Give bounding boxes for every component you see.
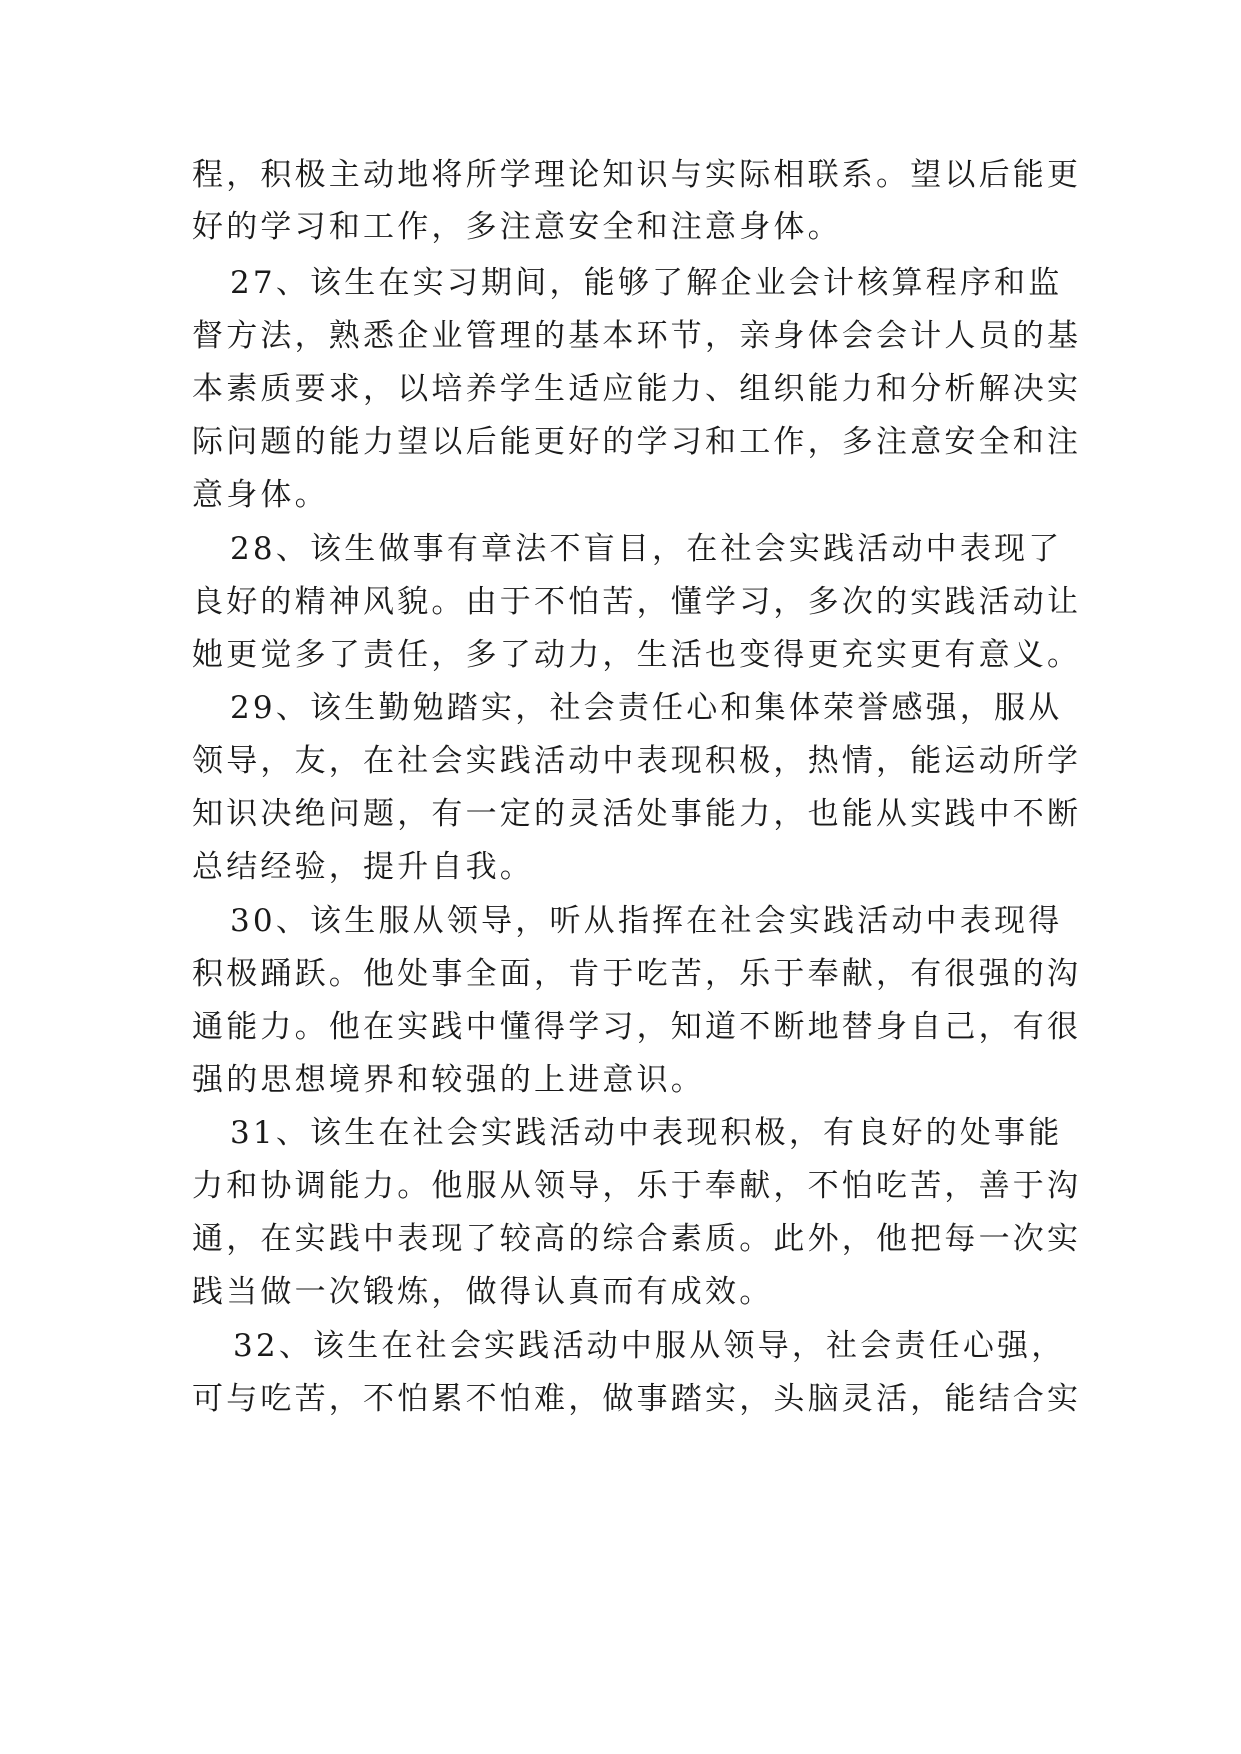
paragraph-30-start: 30、该生服从领导，听从指挥在社会实践活动中表现得 [230, 903, 1063, 939]
text-line: 良好的精神风貌。由于不怕苦，懂学习，多次的实践活动让 [192, 584, 1082, 620]
text-line: 督方法，熟悉企业管理的基本环节，亲身体会会计人员的基 [192, 318, 1082, 354]
paragraph-27-start: 27、该生在实习期间，能够了解企业会计核算程序和监 [230, 265, 1063, 301]
text-line: 际问题的能力望以后能更好的学习和工作，多注意安全和注 [192, 424, 1082, 460]
paragraph-29-start: 29、该生勤勉踏实，社会责任心和集体荣誉感强，服从 [230, 690, 1063, 726]
text-line: 好的学习和工作，多注意安全和注意身体。 [192, 209, 842, 245]
text-line: 总结经验，提升自我。 [192, 849, 534, 885]
paragraph-28-start: 28、该生做事有章法不盲目，在社会实践活动中表现了 [230, 531, 1063, 567]
text-line: 通能力。他在实践中懂得学习，知道不断地替身自己，有很 [192, 1009, 1082, 1045]
text-line: 践当做一次锻炼，做得认真而有成效。 [192, 1274, 774, 1310]
text-line: 可与吃苦，不怕累不怕难，做事踏实，头脑灵活，能结合实 [192, 1381, 1082, 1417]
text-line: 积极踊跃。他处事全面，肯于吃苦，乐于奉献，有很强的沟 [192, 956, 1082, 992]
paragraph-32-start: 32、该生在社会实践活动中服从领导，社会责任心强， [233, 1328, 1066, 1364]
paragraph-31-start: 31、该生在社会实践活动中表现积极，有良好的处事能 [230, 1115, 1063, 1151]
text-line: 她更觉多了责任，多了动力，生活也变得更充实更有意义。 [192, 637, 1082, 673]
text-line: 通，在实践中表现了较高的综合素质。此外，他把每一次实 [192, 1221, 1082, 1257]
text-line: 领导，友，在社会实践活动中表现积极，热情，能运动所学 [192, 743, 1082, 779]
text-line: 知识决绝问题，有一定的灵活处事能力，也能从实践中不断 [192, 796, 1082, 832]
text-line: 本素质要求，以培养学生适应能力、组织能力和分析解决实 [192, 371, 1082, 407]
text-line: 意身体。 [192, 477, 329, 513]
text-line: 强的思想境界和较强的上进意识。 [192, 1062, 705, 1098]
text-line: 力和协调能力。他服从领导，乐于奉献，不怕吃苦，善于沟 [192, 1168, 1082, 1204]
text-line: 程，积极主动地将所学理论知识与实际相联系。望以后能更 [192, 157, 1082, 193]
